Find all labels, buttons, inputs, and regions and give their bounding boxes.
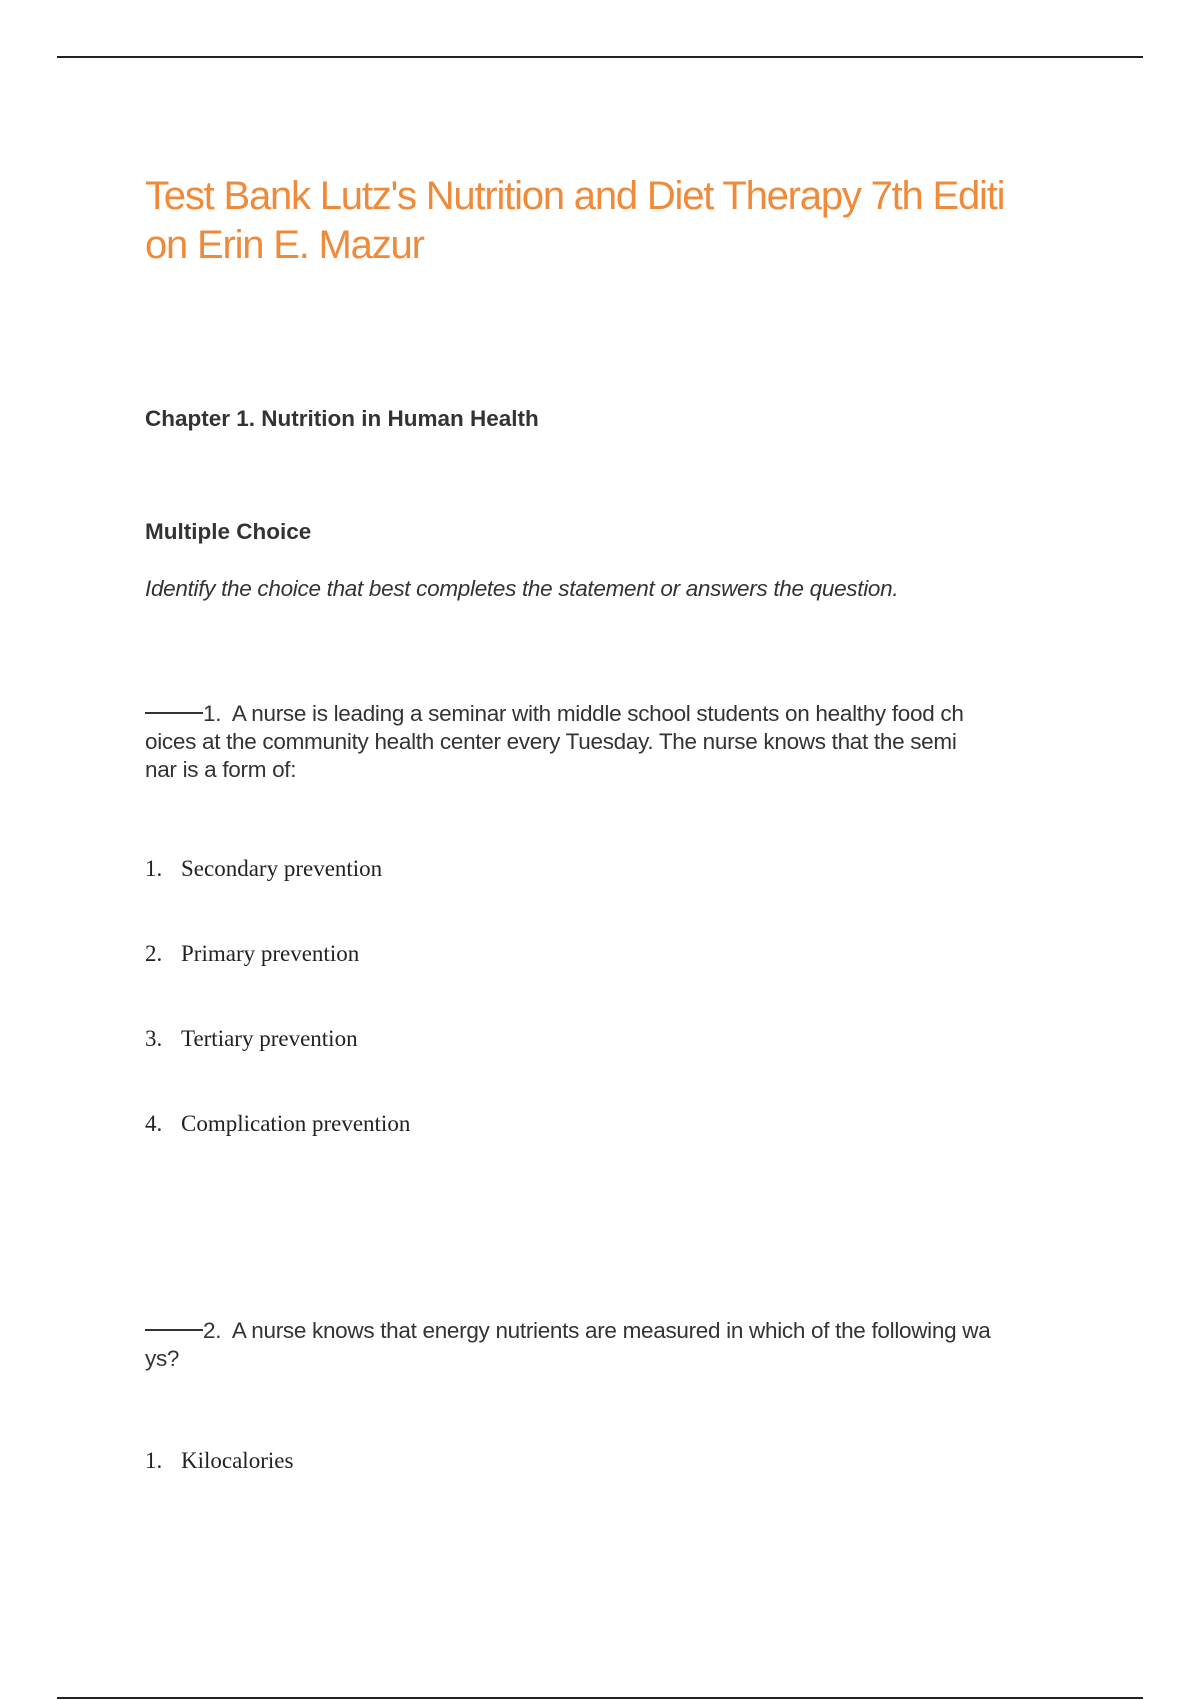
option-text: Kilocalories [181,1448,294,1473]
option-number: 1. [145,1448,163,1473]
question-text [145,1317,1085,1373]
option-number: 3. [145,1026,163,1051]
answer-option [145,1448,293,1474]
answer-option [145,941,359,967]
option-text: Tertiary prevention [181,1026,358,1051]
section-heading: Multiple Choice [145,519,312,544]
question-stem: A nurse knows that energy nutrients are measured in which of the following wa ys? [145,1318,991,1371]
answer-option [145,856,382,882]
option-number: 2. [145,941,163,966]
answer-blank [145,712,203,714]
answer-blank [145,1329,203,1331]
chapter-heading: Chapter 1. Nutrition in Human Health [145,406,539,431]
bottom-rule [57,1697,1143,1699]
top-rule [57,56,1143,58]
question-number: 2. [203,1318,222,1343]
question-2 [145,1317,1085,1373]
question-number: 1. [203,701,222,726]
instructions: Identify the choice that best completes the statement or answers the question. [145,576,899,601]
question-text [145,700,1085,784]
document-title: Test Bank Lutz's Nutrition and Diet Therapy 7th Editi on Erin E. Mazur [145,174,1005,267]
option-number: 1. [145,856,163,881]
option-text: Complication prevention [181,1111,411,1136]
option-text: Secondary prevention [181,856,383,881]
question-1 [145,700,1085,784]
option-number: 4. [145,1111,163,1136]
question-stem: A nurse is leading a seminar with middle school students on healthy food ch oices at the community health center every Tuesday. The nurse knows that the semi nar is a form of: [145,701,964,782]
answer-option [145,1026,358,1052]
option-text: Primary prevention [181,941,360,966]
answer-option [145,1111,410,1137]
